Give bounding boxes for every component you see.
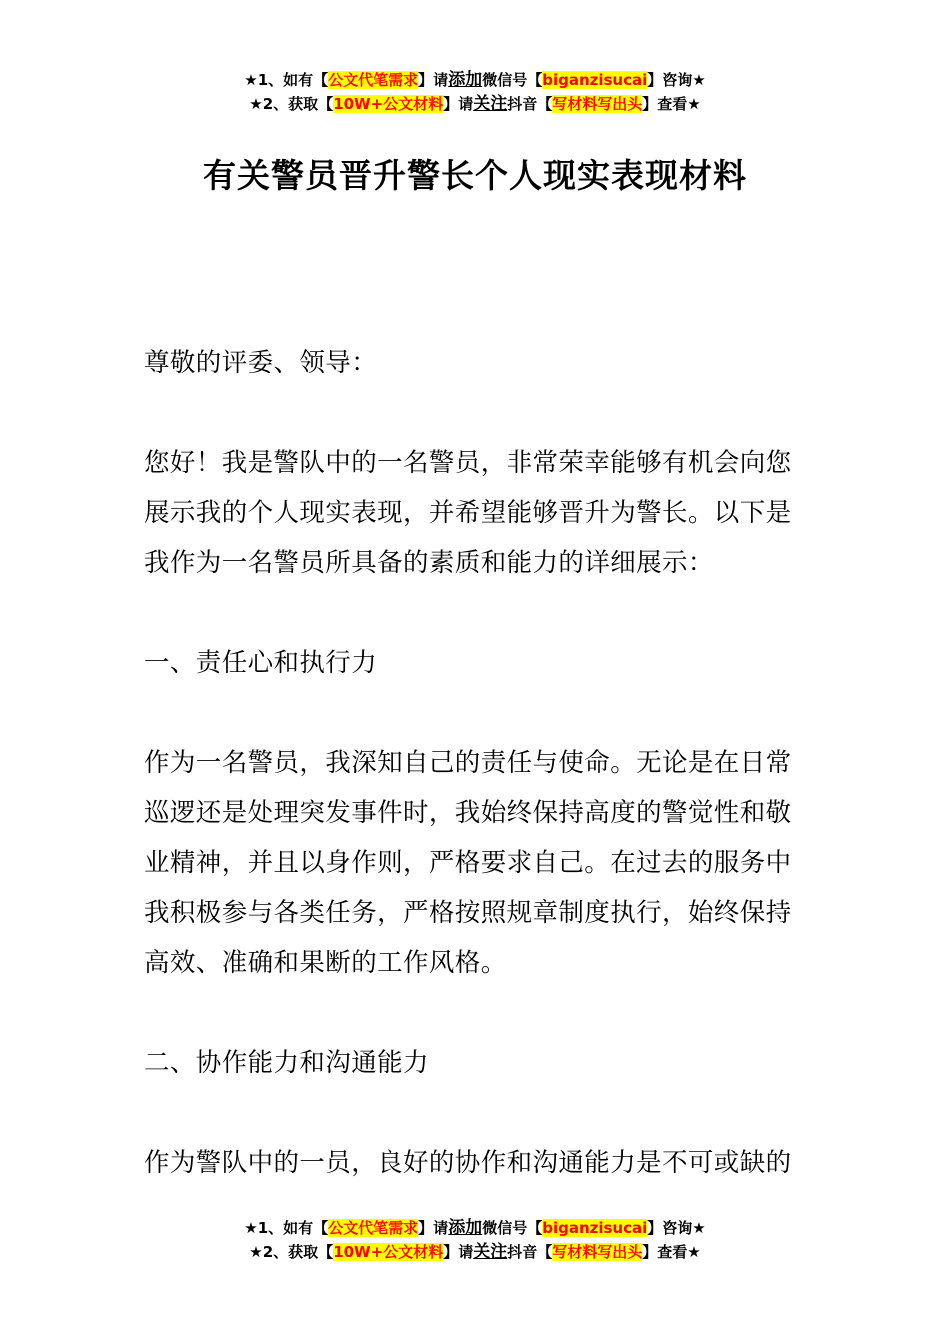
section-body-2: 作为警队中的一员，良好的协作和沟通能力是不可或缺的	[144, 1148, 792, 1178]
banner-highlight: biganzisucai	[542, 71, 648, 89]
banner-line-1: ★1、如有【公文代笔需求】请添加微信号【biganzisucai】咨询★	[244, 70, 706, 90]
section-body-1: 作为一名警员，我深知自己的责任与使命。无论是在日常巡逻还是处理突发事件时，我始终保持高度的警觉性和敬业精神，并且以身作则，严格要求自己。在过去的服务中我积极参与各类任务，严格按照规章制度执行，始终保持高效、准确和果断的工作风格。	[144, 748, 792, 978]
banner-highlight: 10W+公文材料	[333, 95, 444, 113]
banner-highlight: 写材料写出头	[552, 1243, 643, 1261]
banner-emphasis: 关注	[473, 94, 508, 114]
banner-highlight: 公文代笔需求	[328, 71, 419, 89]
intro-paragraph: 您好！我是警队中的一名警员，非常荣幸能够有机会向您展示我的个人现实表现，并希望能够晋升为警长。以下是我作为一名警员所具备的素质和能力的详细展示：	[144, 448, 792, 578]
document-title: 有关警员晋升警长个人现实表现材料	[203, 156, 747, 195]
salutation: 尊敬的评委、领导：	[144, 348, 378, 378]
banner-highlight: 写材料写出头	[552, 95, 643, 113]
banner-line-1: ★1、如有【公文代笔需求】请添加微信号【biganzisucai】咨询★	[244, 1218, 706, 1238]
document-body	[144, 338, 810, 1188]
banner-line-2: ★2、获取【10W+公文材料】请关注抖音【写材料写出头】查看★	[249, 1242, 701, 1262]
footer-banner	[0, 1216, 950, 1264]
banner-emphasis: 添加	[448, 70, 483, 90]
banner-highlight: 10W+公文材料	[333, 1243, 444, 1261]
banner-highlight: 公文代笔需求	[328, 1219, 419, 1237]
banner-emphasis: 添加	[448, 1218, 483, 1238]
section-heading-2: 二、协作能力和沟通能力	[144, 1048, 429, 1078]
banner-emphasis: 关注	[473, 1242, 508, 1262]
banner-line-2: ★2、获取【10W+公文材料】请关注抖音【写材料写出头】查看★	[249, 94, 701, 114]
section-heading-1: 一、责任心和执行力	[144, 648, 378, 678]
header-banner	[0, 68, 950, 116]
banner-highlight: biganzisucai	[542, 1219, 648, 1237]
